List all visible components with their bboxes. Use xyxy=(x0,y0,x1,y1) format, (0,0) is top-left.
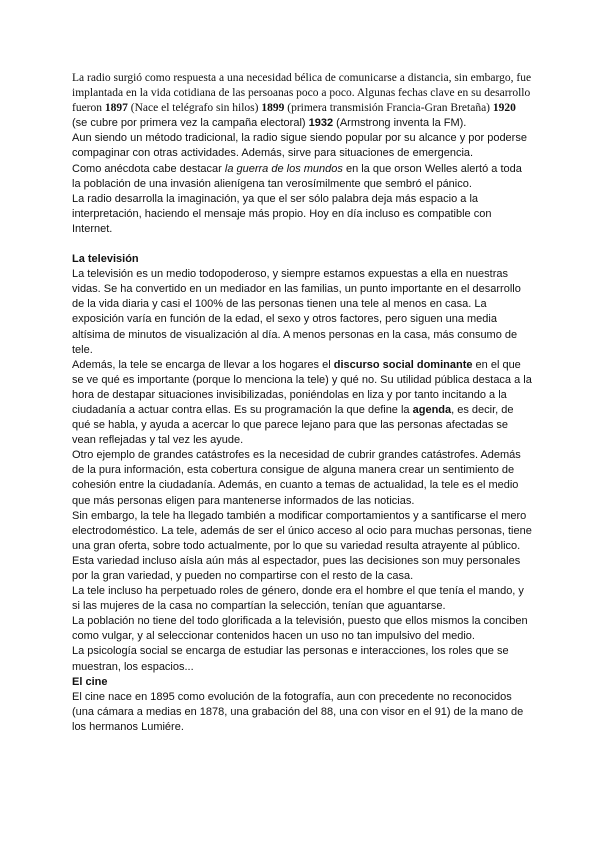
text-run: (Armstrong inventa la FM). xyxy=(333,117,467,130)
text-run: (se cubre por primera vez la campaña electoral) xyxy=(72,117,309,130)
text-run: en el que se ve qué es importante (porque lo menciona la tele) y qué no. Su utilidad pública destaca a la hora de destapar situaciones invisibilizadas, poniéndolas en liza y por tanto incitando a la ciudadanía a actuar contra ellas. Es su programación la que define la xyxy=(72,358,532,416)
dominant-discourse-term: discurso social dominante xyxy=(333,358,473,371)
tv-paragraph-7: La psicología social se encarga de estudiar las personas e interacciones, los roles que se muestran, los espacios... xyxy=(72,645,509,673)
tv-paragraph-6: La población no tiene del todo glorificada a la televisión, puesto que ellos mismos la conciben como vulgar, y al seleccionar contenidos hacen un uso no tan impulsivo del medio. xyxy=(72,615,528,643)
tv-paragraph-3: Otro ejemplo de grandes catástrofes es la necesidad de cubrir grandes catástrofes. Además de la pura información, esta cobertura consigue de alguna manera crear un sentimiento de cohesión entre la ciudadanía. Además, en cuanto a temas de actualidad, la tele es el medio que más personas eligen para mantenerse informados de las noticias. xyxy=(72,449,521,507)
tv-paragraph-4: Sin embargo, la tele ha llegado también a modificar comportamientos y a santificarse el mero electrodoméstico. La tele, además de ser el único acceso al ocio para muchas personas, tiene una gran oferta, sobre todo actualmente, por lo que su variedad resulta atrayente al público. Esta variedad incluso aísla aún más al espectador, pues las decisiones son muy personales por la gran variedad, y pueden no compartirse con el resto de la casa. xyxy=(72,509,532,582)
document-page xyxy=(72,71,532,735)
paragraph-spacer xyxy=(72,237,532,252)
year-1920: 1920 xyxy=(492,102,516,115)
tv-paragraph-1: La televisión es un medio todopoderoso, y siempre estamos expuestas a ella en nuestras vidas. Se ha convertido en un mediador en las familias, un punto importante en el desarrollo de la vida diaria y casi el 100% de las personas tienen una tele al menos en casa. La exposición varía en función de la edad, el sexo y otros factores, pero siguen una media altísima de minutos de visualización al día. A menos personas en la casa, más consumo de tele. xyxy=(72,268,521,356)
text-run: Como anécdota cabe destacar xyxy=(72,162,225,175)
text-run: en la que orson Welles alertó a toda la población de una invasión alienígena tan verosímilmente que sembró el pánico. xyxy=(72,162,522,190)
radio-anecdote-paragraph xyxy=(72,162,532,192)
year-1932: 1932 xyxy=(308,117,334,130)
year-1897: 1897 xyxy=(104,102,128,115)
tv-paragraph-2 xyxy=(72,358,532,449)
tv-paragraph-5: La tele incluso ha perpetuado roles de género, donde era el hombre el que tenía el mando, y si las mujeres de la casa no compartían la selección, tenían que aguantarse. xyxy=(72,585,524,613)
text-run: , es decir, de qué se habla, y ayuda a acercar lo que parece lejano para que las personas afectadas se vean reflejadas y tal vez les ayude. xyxy=(72,403,514,447)
radio-imagination-paragraph: La radio desarrolla la imaginación, ya que el ser sólo palabra deja más espacio a la interpretación, haciendo el mensaje más propio. Hoy en día incluso es compatible con Internet. xyxy=(72,192,492,235)
cinema-heading: El cine xyxy=(72,675,108,688)
text-run: La radio surgió como respuesta a una necesidad bélica de comunicarse a distancia, sin embargo, fue implantada en la vida cotidiana de las persoanas poco a poco. Algunas fechas clave en su desarrollo fueron xyxy=(72,72,532,115)
television-heading: La televisión xyxy=(72,253,139,266)
agenda-term: agenda xyxy=(412,403,452,416)
text-run: Además, la tele se encarga de llevar a los hogares el xyxy=(72,358,334,371)
text-run: (Nace el telégrafo sin hilos) xyxy=(127,102,262,115)
war-of-the-worlds-title: la guerra de los mundos xyxy=(224,162,343,175)
year-1899: 1899 xyxy=(261,102,285,115)
radio-popularity-paragraph: Aun siendo un método tradicional, la radio sigue siendo popular por su alcance y por poderse compaginar con otras actividades. Además, sirve para situaciones de emergencia. xyxy=(72,132,527,160)
text-run: (primera transmisión Francia-Gran Bretaña) xyxy=(284,102,493,115)
cinema-paragraph-1: El cine nace en 1895 como evolución de la fotografía, aun con precedente no reconocidos (una cámara a medias en 1878, una grabación del 88, una con visor en el 91) de la mano de los hermanos Lumiére. xyxy=(72,690,524,733)
radio-history-paragraph xyxy=(72,71,532,131)
